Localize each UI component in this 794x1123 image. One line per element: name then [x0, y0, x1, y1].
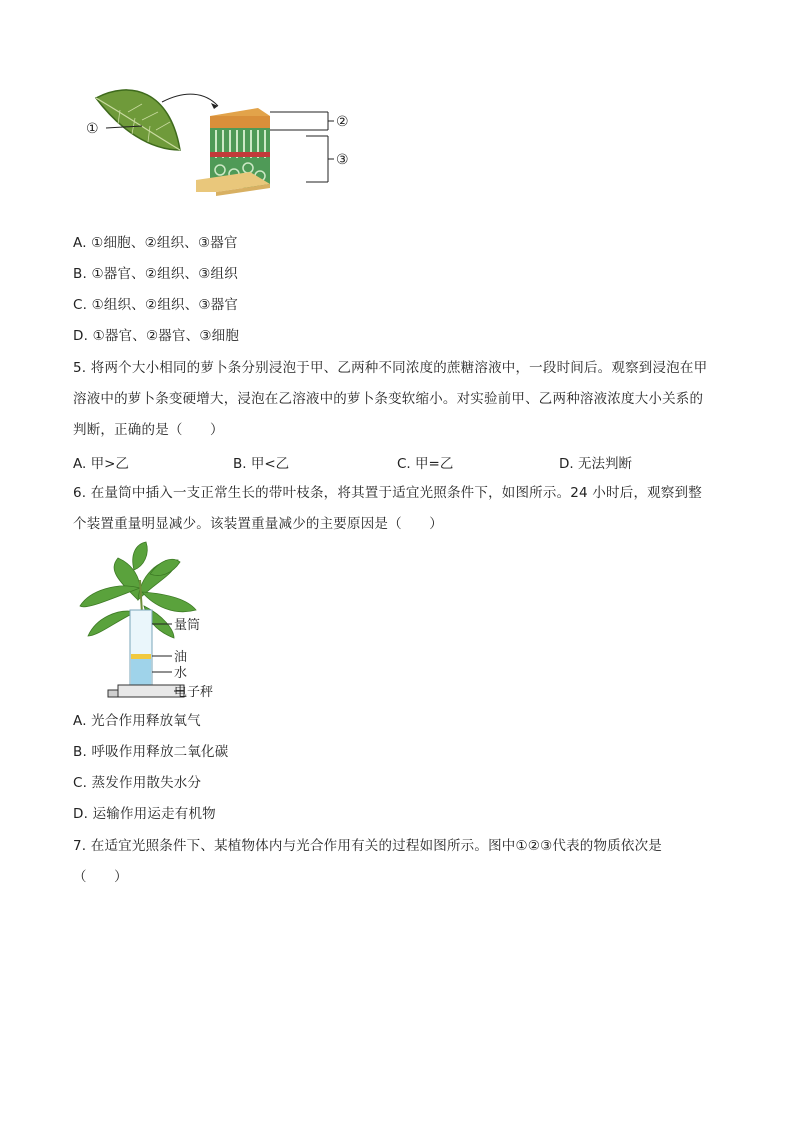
q5-options	[73, 452, 673, 472]
q4-option-d: D. ①器官、②器官、③细胞	[73, 328, 240, 344]
q7-line-1: 7. 在适宜光照条件下、某植物体内与光合作用有关的过程如图所示。图中①②③代表的物质依次是	[73, 838, 662, 854]
q6-option-a: A. 光合作用释放氧气	[73, 713, 201, 729]
label-3: ③	[336, 152, 349, 168]
q6-line-2: 个装置重量明显减少。该装置重量减少的主要原因是（ ）	[73, 516, 443, 532]
q4-option-c: C. ①组织、②组织、③器官	[73, 297, 239, 313]
q5-line-2: 溶液中的萝卜条变硬增大，浸泡在乙溶液中的萝卜条变软缩小。对实验前甲、乙两种溶液浓度大小关系的	[73, 391, 704, 407]
cylinder-figure	[78, 540, 248, 705]
q7-line-2: （ ）	[73, 869, 128, 885]
q5-line-1: 5. 将两个大小相同的萝卜条分别浸泡于甲、乙两种不同浓度的蔗糖溶液中，一段时间后。观察到浸泡在甲	[73, 360, 708, 376]
label-scale: 电子秤	[174, 685, 214, 700]
label-cylinder: 量筒	[174, 618, 201, 633]
q5-option-d: D. 无法判断	[559, 456, 632, 472]
q6-option-d: D. 运输作用运走有机物	[73, 806, 216, 822]
q6-option-b: B. 呼吸作用释放二氧化碳	[73, 744, 229, 760]
q5-option-c: C. 甲=乙	[397, 456, 454, 472]
q4-option-a: A. ①细胞、②组织、③器官	[73, 235, 238, 251]
q5-option-b: B. 甲<乙	[233, 456, 290, 472]
label-oil: 油	[174, 650, 188, 665]
label-water: 水	[174, 666, 188, 681]
label-2: ②	[336, 114, 349, 130]
q5-line-3: 判断，正确的是（ ）	[73, 422, 224, 438]
q6-line-1: 6. 在量筒中插入一支正常生长的带叶枝条，将其置于适宜光照条件下，如图所示。24 小时后，观察到整	[73, 485, 702, 501]
q6-option-c: C. 蒸发作用散失水分	[73, 775, 202, 791]
q5-option-a: A. 甲>乙	[73, 456, 129, 472]
label-1: ①	[86, 121, 99, 137]
leaf-structure-figure	[80, 80, 370, 220]
q4-option-b: B. ①器官、②组织、③组织	[73, 266, 238, 282]
